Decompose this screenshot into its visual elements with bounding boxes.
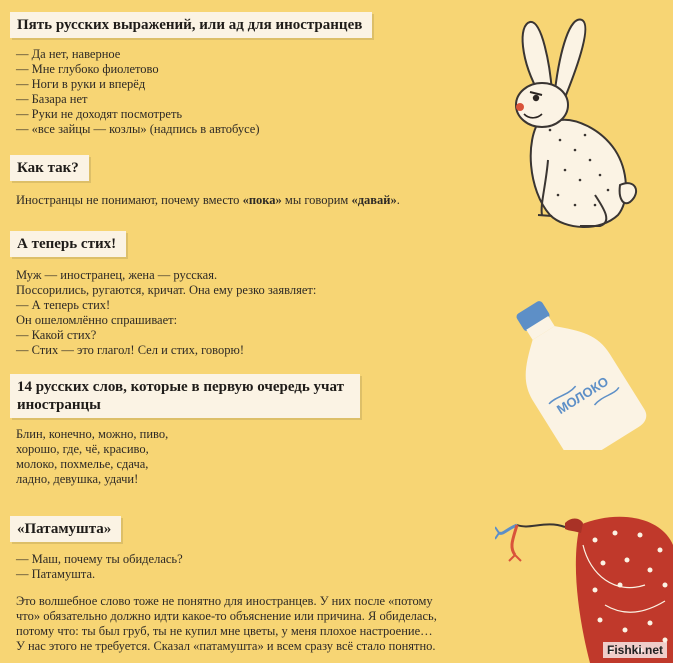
list-item: — Руки не доходят посмотреть (16, 107, 183, 121)
bold-word-davai: «давай» (351, 193, 397, 207)
text-line: — Маш, почему ты обиделась? (16, 552, 183, 566)
text-line: — Какой стих? (16, 328, 97, 342)
text-line: У нас этого не требуется. Сказал «патамушта» и всем сразу всё стало понятно. (16, 639, 436, 653)
text-part: . (396, 193, 400, 207)
text-line: — Патамушта. (16, 567, 96, 581)
heading-expressions: Пять русских выражений, или ад для иностранцев (10, 12, 372, 38)
expressions-list (10, 47, 372, 137)
section-how-so (10, 155, 400, 208)
heading-poem: А теперь стих! (10, 231, 126, 257)
heading-line: 14 русских слов, которые в первую очередь учат (17, 379, 344, 395)
milk-bottle-illustration (495, 290, 655, 450)
text-line: — А теперь стих! (16, 298, 111, 312)
rabbit-illustration (500, 10, 660, 235)
text-line: ладно, девушка, удачи! (16, 472, 139, 486)
text-line: Муж — иностранец, жена — русская. (16, 268, 218, 282)
dialog-lines (10, 552, 437, 582)
text-part: мы говорим (281, 193, 352, 207)
section-patamushta (10, 516, 437, 654)
text-line: Поссорились, ругаются, кричат. Она ему резко заявляет: (16, 283, 317, 297)
patamushta-paragraph (10, 594, 437, 654)
heading-patamushta: «Патамушта» (10, 516, 121, 542)
poem-lines (10, 268, 316, 358)
list-item: — Да нет, наверное (16, 47, 121, 61)
site-watermark: Fishki.net (603, 642, 667, 658)
bold-word-poka: «пока» (242, 193, 282, 207)
heading-14-words (10, 374, 360, 418)
text-line: хорошо, где, чё, красиво, (16, 442, 149, 456)
text-part: Иностранцы не понимают, почему вместо (16, 193, 243, 207)
heading-how-so: Как так? (10, 155, 89, 181)
how-so-text (10, 193, 400, 208)
heading-line: иностранцы (17, 397, 101, 413)
list-item: — Мне глубоко фиолетово (16, 62, 159, 76)
section-14-words (10, 374, 360, 487)
sausage-illustration (495, 505, 673, 663)
text-line: что» обязательно должно идти какое-то объяснение или причина. Я обиделась, (16, 609, 437, 623)
list-item: — Базара нет (16, 92, 88, 106)
section-expressions (10, 12, 372, 137)
words-list (10, 427, 360, 487)
text-line: Он ошеломлённо спрашивает: (16, 313, 178, 327)
list-item: — Ноги в руки и вперёд (16, 77, 146, 91)
section-poem (10, 231, 316, 358)
bottle-label: МОЛОКО (554, 373, 612, 418)
text-line: — Стих — это глагол! Сел и стих, говорю! (16, 343, 244, 357)
text-line: Это волшебное слово тоже не понятно для иностранцев. У них после «потому (16, 594, 433, 608)
text-line: Блин, конечно, можно, пиво, (16, 427, 169, 441)
text-line: потому что: ты был груб, ты не купил мне цветы, у меня плохое настроение… (16, 624, 433, 638)
list-item: — «все зайцы — козлы» (надпись в автобусе) (16, 122, 260, 136)
text-line: молоко, похмелье, сдача, (16, 457, 149, 471)
